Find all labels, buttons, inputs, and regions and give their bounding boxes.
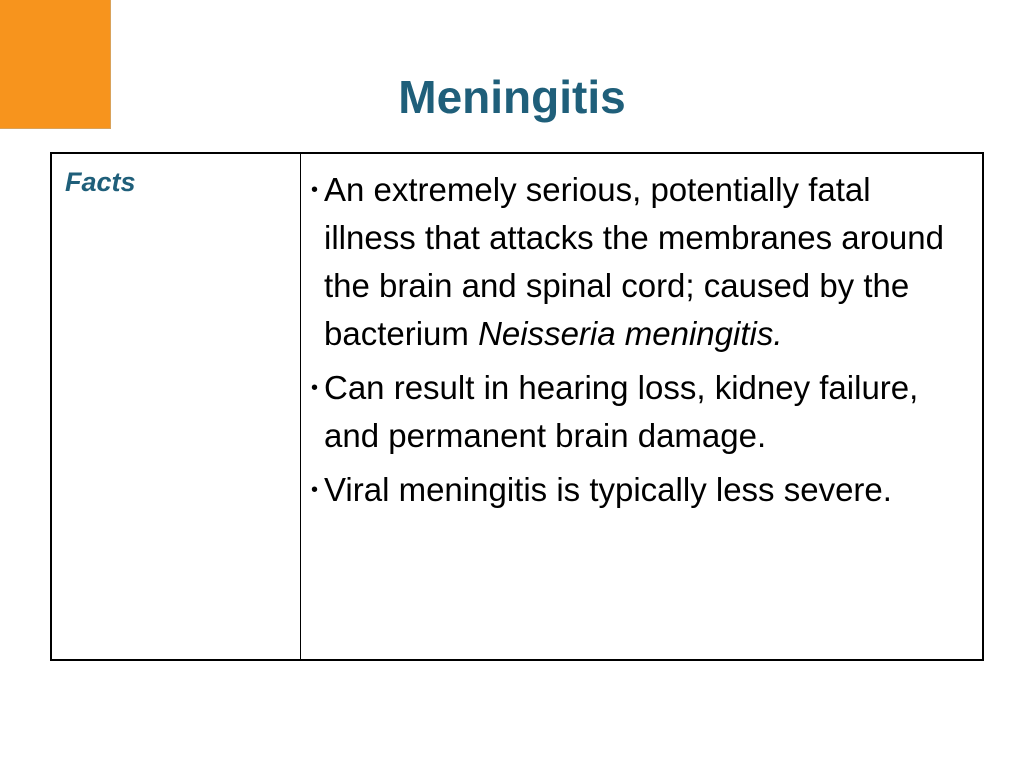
facts-table	[50, 152, 984, 661]
bacterium-name: Neisseria meningitis.	[478, 315, 783, 352]
bullet-text: An extremely serious, potentially fatal illness that attacks the membranes around the brain and spinal cord; caused by the bacterium	[324, 171, 944, 352]
slide-title: Meningitis	[398, 71, 626, 123]
facts-label-cell	[52, 154, 301, 659]
list-item	[311, 166, 962, 358]
facts-label: Facts	[65, 167, 136, 197]
bullet-icon: •	[311, 377, 319, 399]
list-item	[311, 364, 962, 460]
bullet-icon: •	[311, 479, 319, 501]
bullet-text: Viral meningitis is typically less severe.	[324, 471, 892, 508]
list-item	[311, 466, 962, 514]
facts-content-cell	[301, 154, 982, 659]
bullet-icon: •	[311, 179, 319, 201]
bullet-text: Can result in hearing loss, kidney failure, and permanent brain damage.	[324, 369, 919, 454]
facts-bullet-list	[311, 166, 962, 514]
